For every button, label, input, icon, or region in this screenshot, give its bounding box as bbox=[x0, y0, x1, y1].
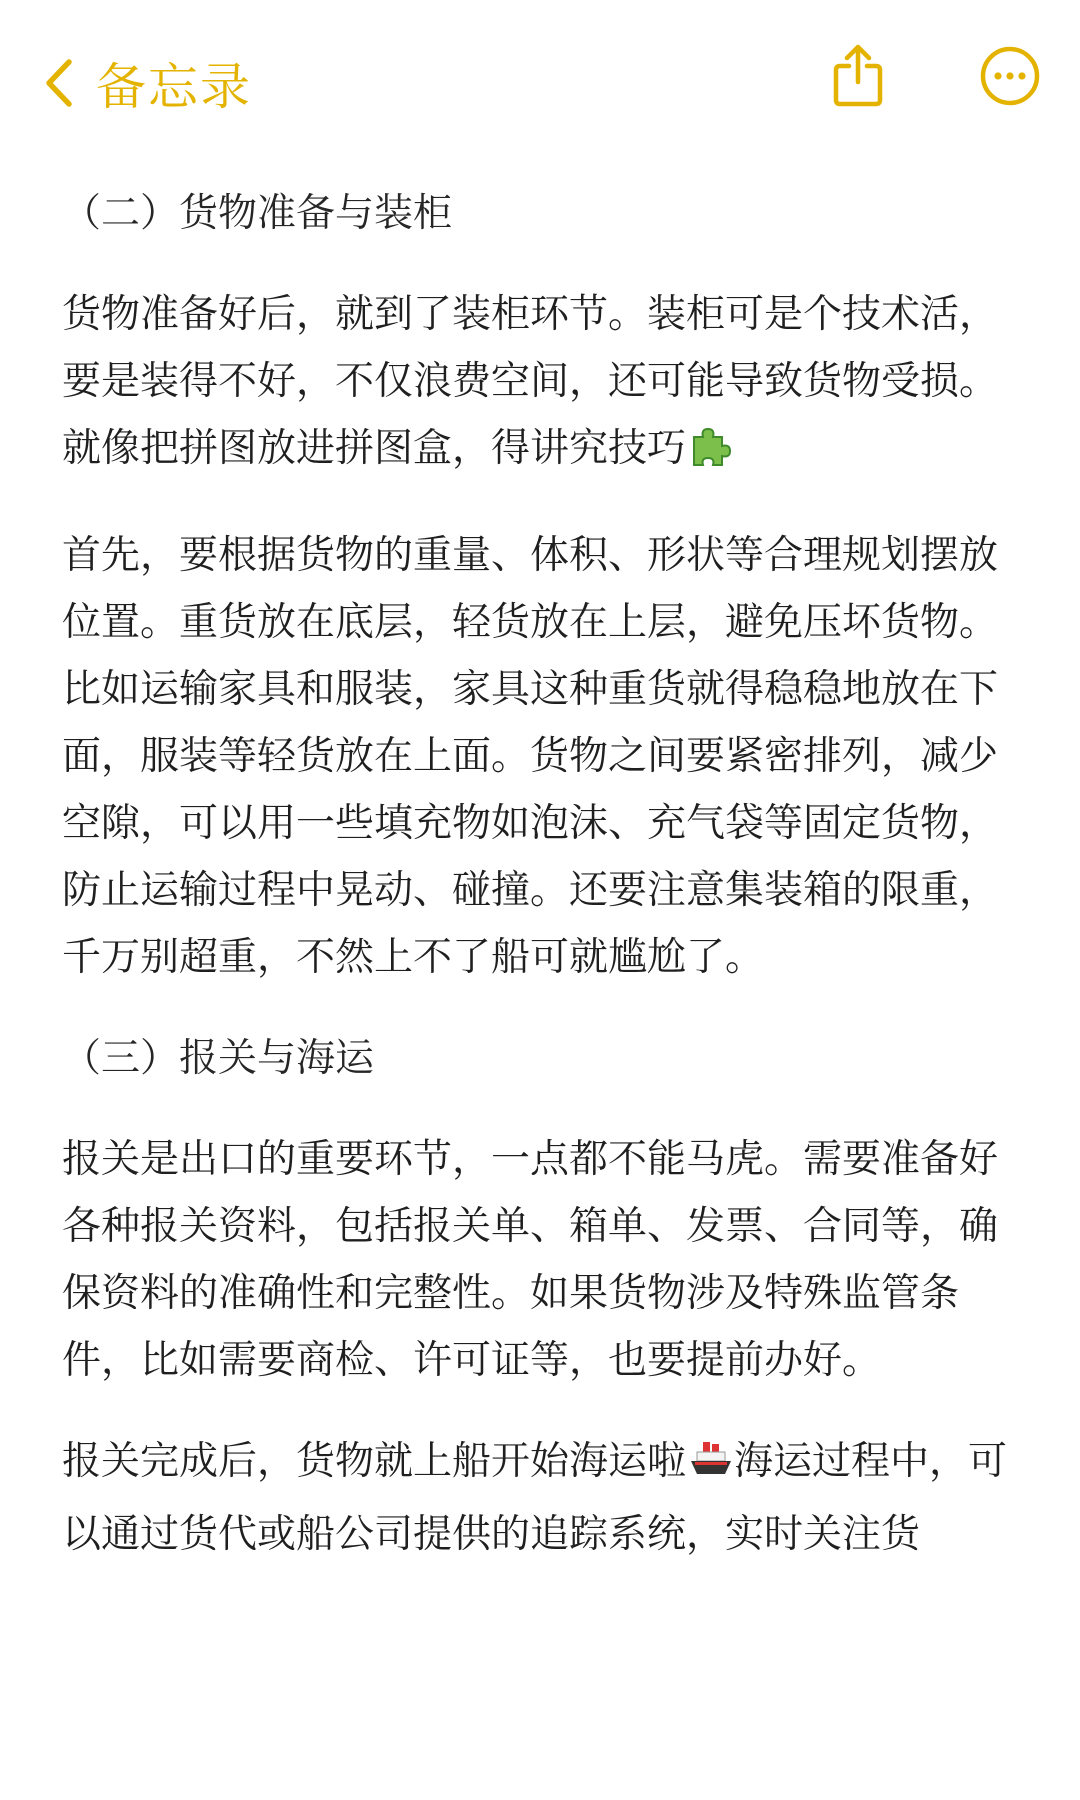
share-icon bbox=[830, 44, 886, 112]
paragraph-1 bbox=[62, 281, 1018, 488]
section-heading-3: （三）报关与海运 bbox=[62, 1036, 375, 1081]
note-content[interactable] bbox=[62, 180, 1018, 1602]
ship-emoji bbox=[688, 1434, 734, 1501]
paragraph-4-text-after: 海运过程中，可以通过货代或船公司提供的追踪系统，实时关注货 bbox=[62, 1439, 1008, 1557]
more-icon bbox=[979, 45, 1041, 111]
more-button[interactable] bbox=[974, 42, 1046, 114]
puzzle-piece-emoji bbox=[688, 421, 732, 488]
back-button[interactable] bbox=[44, 48, 252, 118]
share-button[interactable] bbox=[822, 42, 894, 114]
section-heading-2: （二）货物准备与装柜 bbox=[62, 191, 453, 236]
paragraph-2: 首先，要根据货物的重量、体积、形状等合理规划摆放位置。重货放在底层，轻货放在上层，避免压坏货物。比如运输家具和服装，家具这种重货就得稳稳地放在下面，服装等轻货放在上面。货物之间要紧密排列，减少空隙，可以用一些填充物如泡沫、充气袋等固定货物，防止运输过程中晃动、碰撞。还要注意集装箱的限重，千万别超重，不然上不了船可就尴尬了。 bbox=[62, 533, 999, 980]
chevron-left-icon bbox=[44, 58, 74, 108]
paragraph-3: 报关是出口的重要环节，一点都不能马虎。需要准备好各种报关资料，包括报关单、箱单、发票、合同等，确保资料的准确性和完整性。如果货物涉及特殊监管条件，比如需要商检、许可证等，也要提前办好。 bbox=[62, 1137, 999, 1383]
back-label: 备忘录 bbox=[96, 58, 252, 116]
paragraph-4 bbox=[62, 1428, 1018, 1568]
paragraph-4-text-before: 报关完成后，货物就上船开始海运啦 bbox=[62, 1439, 687, 1484]
paragraph-1-text: 货物准备好后，就到了装柜环节。装柜可是个技术活，要是装得不好，不仅浪费空间，还可能导致货物受损。就像把拼图放进拼图盒，得讲究技巧 bbox=[62, 292, 999, 471]
nav-bar bbox=[0, 0, 1080, 170]
